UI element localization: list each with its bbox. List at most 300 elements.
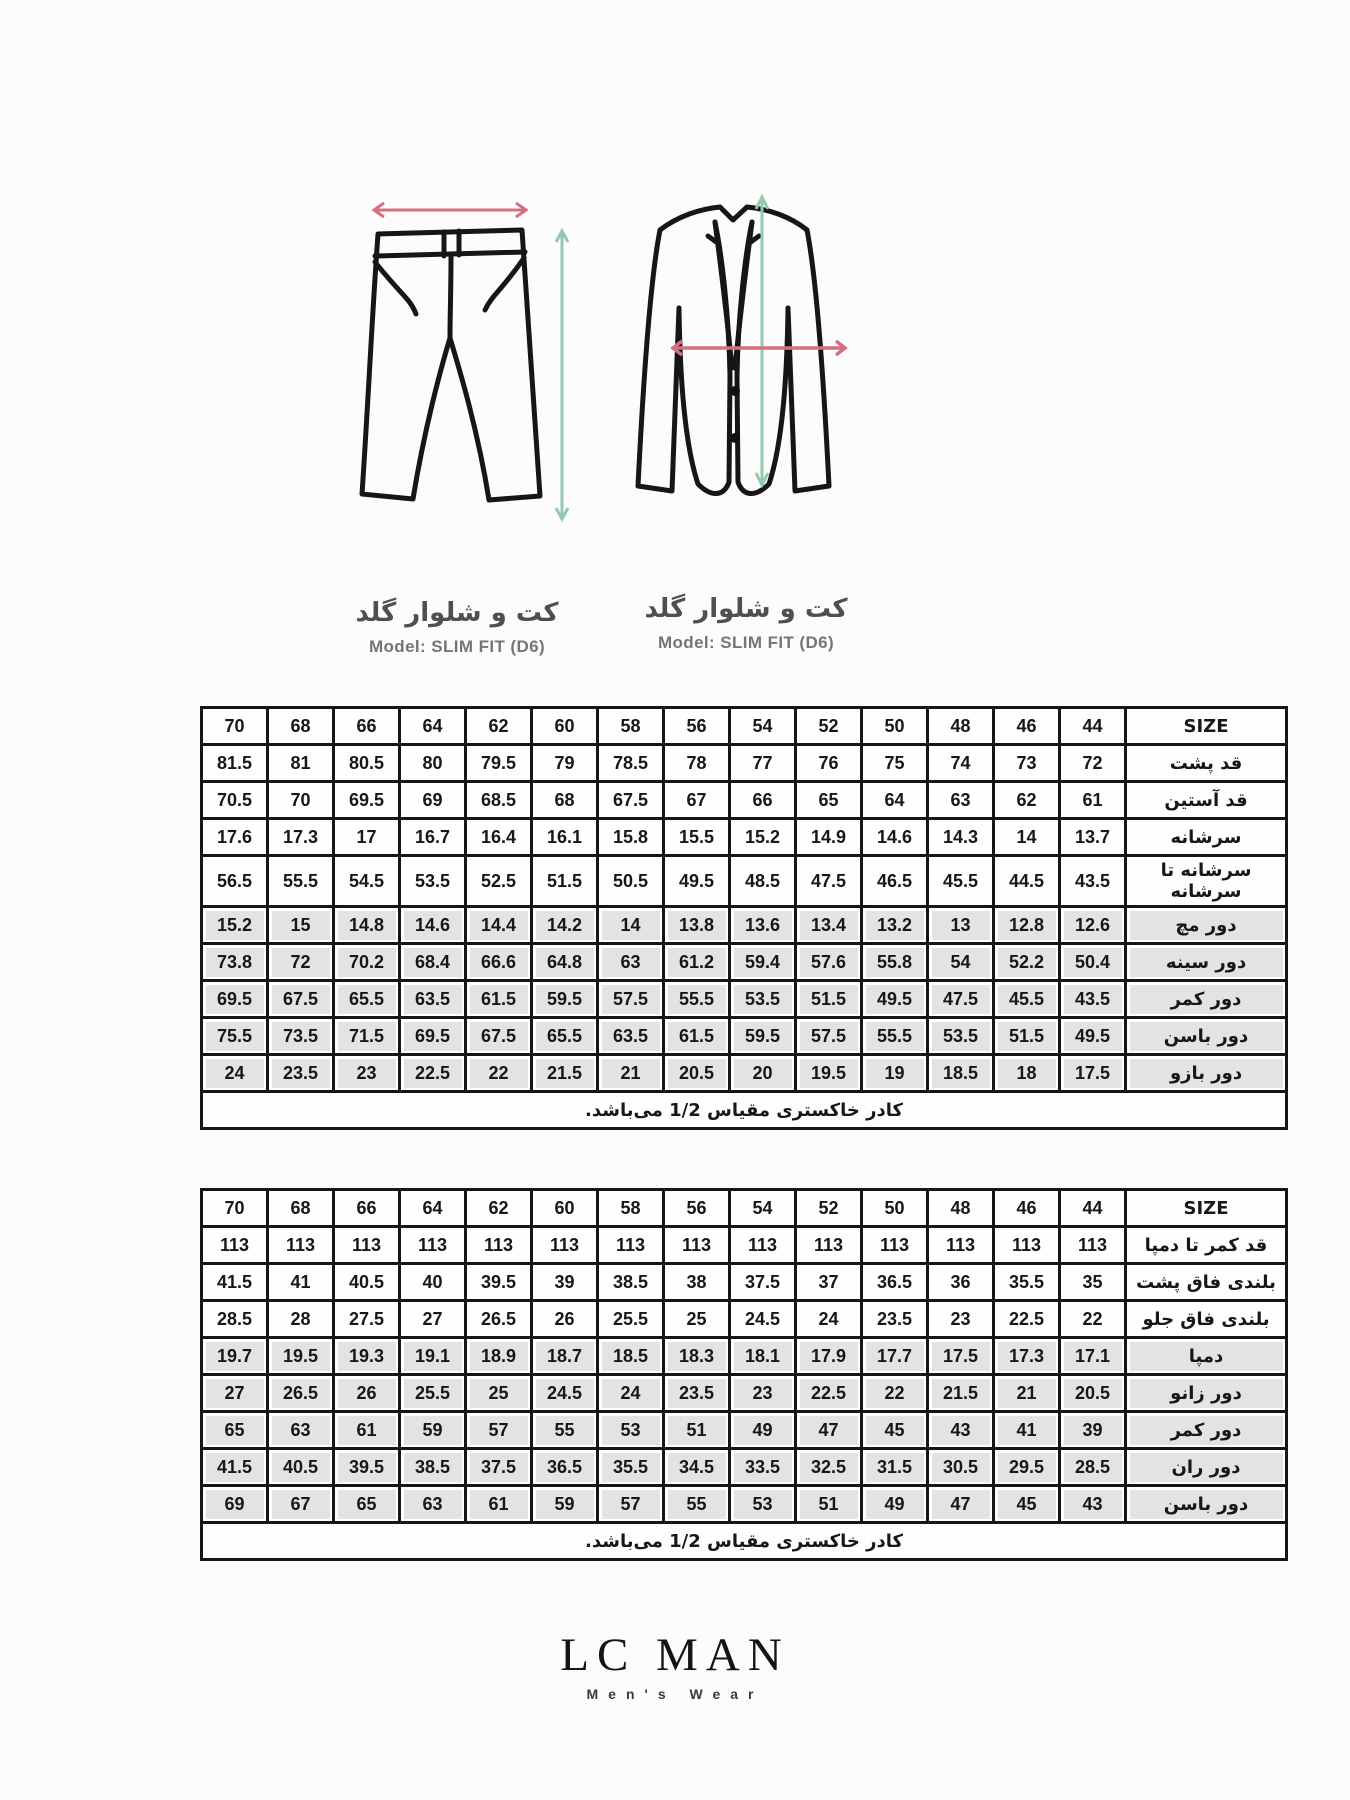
size-value-cell: 18 — [994, 1055, 1060, 1092]
size-value-cell: 61 — [1060, 782, 1126, 819]
size-value-cell: 25.5 — [400, 1375, 466, 1412]
size-value-cell: 65 — [202, 1412, 268, 1449]
size-header-cell: 70 — [202, 1190, 268, 1227]
size-value-cell: 17.1 — [1060, 1338, 1126, 1375]
size-header-cell: 52 — [796, 708, 862, 745]
size-value-cell: 24.5 — [730, 1301, 796, 1338]
size-value-cell: 39.5 — [466, 1264, 532, 1301]
size-value-cell: 54.5 — [334, 856, 400, 907]
measurement-label-cell: دور مچ — [1126, 907, 1287, 944]
size-value-cell: 78 — [664, 745, 730, 782]
size-value-cell: 36 — [928, 1264, 994, 1301]
size-value-cell: 56.5 — [202, 856, 268, 907]
measurement-label-cell: سرشانه تا سرشانه — [1126, 856, 1287, 907]
size-value-cell: 37 — [796, 1264, 862, 1301]
size-header-cell: 50 — [862, 708, 928, 745]
size-value-cell: 59 — [532, 1486, 598, 1523]
measurement-label-cell: بلندی فاق پشت — [1126, 1264, 1287, 1301]
size-value-cell: 22 — [466, 1055, 532, 1092]
size-value-cell: 45.5 — [928, 856, 994, 907]
size-value-cell: 53.5 — [928, 1018, 994, 1055]
size-value-cell: 68 — [532, 782, 598, 819]
jacket-length-arrow — [756, 197, 768, 485]
size-value-cell: 47 — [928, 1486, 994, 1523]
size-value-cell: 70.2 — [334, 944, 400, 981]
size-value-cell: 113 — [730, 1227, 796, 1264]
size-value-cell: 77 — [730, 745, 796, 782]
size-value-cell: 12.6 — [1060, 907, 1126, 944]
size-value-cell: 27.5 — [334, 1301, 400, 1338]
size-value-cell: 59.5 — [532, 981, 598, 1018]
size-value-cell: 59.4 — [730, 944, 796, 981]
scale-note: کادر خاکستری مقیاس 1/2 می‌باشد. — [202, 1523, 1287, 1560]
size-value-cell: 17.5 — [928, 1338, 994, 1375]
size-value-cell: 52.5 — [466, 856, 532, 907]
measurement-label-cell: سرشانه — [1126, 819, 1287, 856]
size-value-cell: 13 — [928, 907, 994, 944]
size-value-cell: 35.5 — [598, 1449, 664, 1486]
size-value-cell: 67 — [664, 782, 730, 819]
size-value-cell: 49.5 — [664, 856, 730, 907]
size-value-cell: 68.4 — [400, 944, 466, 981]
size-value-cell: 14.6 — [862, 819, 928, 856]
size-header-cell: 56 — [664, 708, 730, 745]
measurement-label-cell: قد پشت — [1126, 745, 1287, 782]
measurement-label-cell: دور سینه — [1126, 944, 1287, 981]
size-value-cell: 73.5 — [268, 1018, 334, 1055]
size-value-cell: 22.5 — [796, 1375, 862, 1412]
size-value-cell: 67.5 — [268, 981, 334, 1018]
size-value-cell: 35 — [1060, 1264, 1126, 1301]
size-value-cell: 44.5 — [994, 856, 1060, 907]
size-header-cell: 44 — [1060, 708, 1126, 745]
size-value-cell: 16.7 — [400, 819, 466, 856]
size-value-cell: 12.8 — [994, 907, 1060, 944]
size-value-cell: 15 — [268, 907, 334, 944]
measurement-label-cell: دور ران — [1126, 1449, 1287, 1486]
size-value-cell: 70.5 — [202, 782, 268, 819]
size-value-cell: 43.5 — [1060, 981, 1126, 1018]
size-value-cell: 45 — [862, 1412, 928, 1449]
size-value-cell: 81.5 — [202, 745, 268, 782]
size-value-cell: 26.5 — [268, 1375, 334, 1412]
measurement-label-cell: دور کمر — [1126, 981, 1287, 1018]
size-value-cell: 113 — [928, 1227, 994, 1264]
size-value-cell: 18.9 — [466, 1338, 532, 1375]
size-value-cell: 61.2 — [664, 944, 730, 981]
size-value-cell: 47.5 — [796, 856, 862, 907]
size-value-cell: 113 — [268, 1227, 334, 1264]
measurement-label-cell: دور کمر — [1126, 1412, 1287, 1449]
size-value-cell: 17.7 — [862, 1338, 928, 1375]
size-header-cell: 48 — [928, 708, 994, 745]
size-header-cell: 66 — [334, 1190, 400, 1227]
size-value-cell: 61 — [334, 1412, 400, 1449]
size-value-cell: 55.5 — [664, 981, 730, 1018]
size-header-cell: 46 — [994, 708, 1060, 745]
size-header-cell: 64 — [400, 1190, 466, 1227]
size-header-cell: 52 — [796, 1190, 862, 1227]
size-value-cell: 66 — [730, 782, 796, 819]
size-value-cell: 53 — [730, 1486, 796, 1523]
size-value-cell: 113 — [664, 1227, 730, 1264]
size-value-cell: 16.1 — [532, 819, 598, 856]
size-value-cell: 40 — [400, 1264, 466, 1301]
scale-note: کادر خاکستری مقیاس 1/2 می‌باشد. — [202, 1092, 1287, 1129]
size-header-cell: 60 — [532, 1190, 598, 1227]
size-value-cell: 14.4 — [466, 907, 532, 944]
size-value-cell: 36.5 — [862, 1264, 928, 1301]
size-value-cell: 61 — [466, 1486, 532, 1523]
size-value-cell: 23 — [730, 1375, 796, 1412]
size-value-cell: 57 — [466, 1412, 532, 1449]
size-value-cell: 69.5 — [334, 782, 400, 819]
size-value-cell: 41.5 — [202, 1449, 268, 1486]
size-value-cell: 113 — [466, 1227, 532, 1264]
size-value-cell: 45.5 — [994, 981, 1060, 1018]
size-header-cell: 54 — [730, 1190, 796, 1227]
size-value-cell: 53.5 — [400, 856, 466, 907]
size-value-cell: 62 — [994, 782, 1060, 819]
jacket-size-table — [200, 706, 1288, 1130]
size-value-cell: 72 — [1060, 745, 1126, 782]
size-value-cell: 22.5 — [994, 1301, 1060, 1338]
size-value-cell: 65.5 — [334, 981, 400, 1018]
size-value-cell: 61.5 — [466, 981, 532, 1018]
size-value-cell: 24 — [598, 1375, 664, 1412]
size-value-cell: 17.3 — [268, 819, 334, 856]
size-value-cell: 71.5 — [334, 1018, 400, 1055]
size-value-cell: 43.5 — [1060, 856, 1126, 907]
size-value-cell: 15.2 — [202, 907, 268, 944]
size-header-cell: 68 — [268, 708, 334, 745]
size-value-cell: 63.5 — [598, 1018, 664, 1055]
jacket-title: کت و شلوار گلد — [644, 594, 848, 624]
size-value-cell: 14.3 — [928, 819, 994, 856]
size-value-cell: 51 — [664, 1412, 730, 1449]
size-value-cell: 50.4 — [1060, 944, 1126, 981]
size-value-cell: 26.5 — [466, 1301, 532, 1338]
measurement-label-cell: قد آستین — [1126, 782, 1287, 819]
size-value-cell: 79.5 — [466, 745, 532, 782]
size-value-cell: 17.6 — [202, 819, 268, 856]
size-value-cell: 23.5 — [268, 1055, 334, 1092]
size-value-cell: 65 — [796, 782, 862, 819]
size-value-cell: 15.5 — [664, 819, 730, 856]
size-value-cell: 76 — [796, 745, 862, 782]
size-value-cell: 20 — [730, 1055, 796, 1092]
size-header-cell: 64 — [400, 708, 466, 745]
size-value-cell: 75 — [862, 745, 928, 782]
size-value-cell: 14 — [598, 907, 664, 944]
size-value-cell: 67.5 — [466, 1018, 532, 1055]
size-value-cell: 33.5 — [730, 1449, 796, 1486]
size-value-cell: 22.5 — [400, 1055, 466, 1092]
size-value-cell: 80 — [400, 745, 466, 782]
measurement-label-cell: قد کمر تا دمپا — [1126, 1227, 1287, 1264]
size-value-cell: 113 — [862, 1227, 928, 1264]
size-value-cell: 26 — [334, 1375, 400, 1412]
size-value-cell: 13.4 — [796, 907, 862, 944]
size-value-cell: 50.5 — [598, 856, 664, 907]
size-value-cell: 14.6 — [400, 907, 466, 944]
size-header-cell: 66 — [334, 708, 400, 745]
size-value-cell: 61.5 — [664, 1018, 730, 1055]
size-value-cell: 48.5 — [730, 856, 796, 907]
size-value-cell: 18.1 — [730, 1338, 796, 1375]
measurement-label-cell: بلندی فاق جلو — [1126, 1301, 1287, 1338]
jacket-caption — [606, 594, 886, 653]
size-value-cell: 69.5 — [202, 981, 268, 1018]
size-value-cell: 27 — [400, 1301, 466, 1338]
size-value-cell: 49 — [730, 1412, 796, 1449]
size-value-cell: 49.5 — [862, 981, 928, 1018]
jacket-diagram — [616, 186, 851, 526]
size-value-cell: 64 — [862, 782, 928, 819]
size-value-cell: 43 — [1060, 1486, 1126, 1523]
size-value-cell: 51 — [796, 1486, 862, 1523]
size-value-cell: 19.5 — [268, 1338, 334, 1375]
size-value-cell: 79 — [532, 745, 598, 782]
size-value-cell: 59.5 — [730, 1018, 796, 1055]
size-header-cell: 44 — [1060, 1190, 1126, 1227]
size-value-cell: 21.5 — [928, 1375, 994, 1412]
size-value-cell: 15.2 — [730, 819, 796, 856]
size-value-cell: 113 — [532, 1227, 598, 1264]
pants-size-table — [200, 1188, 1288, 1561]
size-value-cell: 19.3 — [334, 1338, 400, 1375]
size-value-cell: 59 — [400, 1412, 466, 1449]
size-value-cell: 70 — [268, 782, 334, 819]
size-value-cell: 36.5 — [532, 1449, 598, 1486]
size-value-cell: 23.5 — [664, 1375, 730, 1412]
size-value-cell: 14.8 — [334, 907, 400, 944]
size-value-cell: 28 — [268, 1301, 334, 1338]
size-value-cell: 63 — [268, 1412, 334, 1449]
size-value-cell: 49.5 — [1060, 1018, 1126, 1055]
size-value-cell: 55 — [532, 1412, 598, 1449]
size-value-cell: 23 — [928, 1301, 994, 1338]
size-value-cell: 47 — [796, 1412, 862, 1449]
size-value-cell: 18.5 — [598, 1338, 664, 1375]
size-value-cell: 38.5 — [400, 1449, 466, 1486]
size-value-cell: 30.5 — [928, 1449, 994, 1486]
size-value-cell: 25 — [466, 1375, 532, 1412]
size-value-cell: 23.5 — [862, 1301, 928, 1338]
size-value-cell: 43 — [928, 1412, 994, 1449]
size-value-cell: 37.5 — [466, 1449, 532, 1486]
size-value-cell: 81 — [268, 745, 334, 782]
size-value-cell: 39.5 — [334, 1449, 400, 1486]
measurement-label-cell: دمپا — [1126, 1338, 1287, 1375]
size-value-cell: 68.5 — [466, 782, 532, 819]
jacket-outline — [638, 207, 829, 494]
size-value-cell: 22 — [1060, 1301, 1126, 1338]
size-value-cell: 51.5 — [532, 856, 598, 907]
size-value-cell: 39 — [532, 1264, 598, 1301]
pants-caption — [322, 598, 592, 657]
size-value-cell: 41 — [994, 1412, 1060, 1449]
size-value-cell: 49 — [862, 1486, 928, 1523]
size-header-cell: 50 — [862, 1190, 928, 1227]
size-value-cell: 34.5 — [664, 1449, 730, 1486]
size-value-cell: 69 — [202, 1486, 268, 1523]
size-value-cell: 57 — [598, 1486, 664, 1523]
size-value-cell: 52.2 — [994, 944, 1060, 981]
size-value-cell: 22 — [862, 1375, 928, 1412]
size-value-cell: 47.5 — [928, 981, 994, 1018]
size-value-cell: 55.8 — [862, 944, 928, 981]
size-value-cell: 65 — [334, 1486, 400, 1523]
size-value-cell: 28.5 — [202, 1301, 268, 1338]
size-value-cell: 38.5 — [598, 1264, 664, 1301]
size-header-label: SIZE — [1126, 1190, 1287, 1227]
waist-width-arrow — [374, 203, 526, 217]
size-header-cell: 62 — [466, 1190, 532, 1227]
size-value-cell: 13.8 — [664, 907, 730, 944]
brand-logo-text: LC MAN — [560, 1629, 790, 1681]
brand-tagline: Men's Wear — [586, 1686, 764, 1702]
size-value-cell: 113 — [334, 1227, 400, 1264]
size-value-cell: 13.2 — [862, 907, 928, 944]
size-value-cell: 37.5 — [730, 1264, 796, 1301]
size-value-cell: 113 — [1060, 1227, 1126, 1264]
size-header-cell: 58 — [598, 1190, 664, 1227]
size-header-cell: 54 — [730, 708, 796, 745]
size-value-cell: 51.5 — [994, 1018, 1060, 1055]
size-value-cell: 13.7 — [1060, 819, 1126, 856]
measurement-label-cell: دور باسن — [1126, 1018, 1287, 1055]
pants-length-arrow — [556, 231, 568, 519]
size-value-cell: 67 — [268, 1486, 334, 1523]
size-value-cell: 20.5 — [1060, 1375, 1126, 1412]
pants-outline — [362, 230, 540, 500]
size-value-cell: 80.5 — [334, 745, 400, 782]
size-value-cell: 41.5 — [202, 1264, 268, 1301]
size-value-cell: 18.7 — [532, 1338, 598, 1375]
size-value-cell: 32.5 — [796, 1449, 862, 1486]
size-header-cell: 46 — [994, 1190, 1060, 1227]
size-value-cell: 53.5 — [730, 981, 796, 1018]
size-value-cell: 75.5 — [202, 1018, 268, 1055]
size-value-cell: 55 — [664, 1486, 730, 1523]
size-value-cell: 29.5 — [994, 1449, 1060, 1486]
size-header-cell: 60 — [532, 708, 598, 745]
size-value-cell: 63 — [928, 782, 994, 819]
size-value-cell: 15.8 — [598, 819, 664, 856]
size-header-cell: 70 — [202, 708, 268, 745]
size-value-cell: 20.5 — [664, 1055, 730, 1092]
size-value-cell: 73 — [994, 745, 1060, 782]
size-header-cell: 48 — [928, 1190, 994, 1227]
size-value-cell: 17 — [334, 819, 400, 856]
size-value-cell: 17.5 — [1060, 1055, 1126, 1092]
size-value-cell: 25.5 — [598, 1301, 664, 1338]
size-value-cell: 24.5 — [532, 1375, 598, 1412]
size-value-cell: 21.5 — [532, 1055, 598, 1092]
measurement-label-cell: دور زانو — [1126, 1375, 1287, 1412]
brand-logo — [0, 1628, 1350, 1702]
measurement-label-cell: دور بازو — [1126, 1055, 1287, 1092]
jacket-model-label: Model: SLIM FIT (D6) — [657, 633, 835, 652]
size-value-cell: 41 — [268, 1264, 334, 1301]
size-value-cell: 113 — [202, 1227, 268, 1264]
size-value-cell: 74 — [928, 745, 994, 782]
size-value-cell: 73.8 — [202, 944, 268, 981]
size-value-cell: 18.5 — [928, 1055, 994, 1092]
pants-diagram — [352, 196, 577, 531]
size-value-cell: 55.5 — [268, 856, 334, 907]
size-value-cell: 113 — [994, 1227, 1060, 1264]
size-value-cell: 26 — [532, 1301, 598, 1338]
size-value-cell: 19.7 — [202, 1338, 268, 1375]
size-value-cell: 21 — [994, 1375, 1060, 1412]
size-value-cell: 19.1 — [400, 1338, 466, 1375]
size-value-cell: 57.6 — [796, 944, 862, 981]
size-header-cell: 56 — [664, 1190, 730, 1227]
size-value-cell: 69 — [400, 782, 466, 819]
pants-model-label: Model: SLIM FIT (D6) — [368, 637, 546, 656]
size-value-cell: 51.5 — [796, 981, 862, 1018]
size-value-cell: 45 — [994, 1486, 1060, 1523]
size-value-cell: 31.5 — [862, 1449, 928, 1486]
pants-size-table — [200, 1188, 1288, 1561]
size-value-cell: 35.5 — [994, 1264, 1060, 1301]
size-value-cell: 38 — [664, 1264, 730, 1301]
size-value-cell: 14.9 — [796, 819, 862, 856]
size-value-cell: 16.4 — [466, 819, 532, 856]
size-value-cell: 64.8 — [532, 944, 598, 981]
size-header-cell: 58 — [598, 708, 664, 745]
size-value-cell: 55.5 — [862, 1018, 928, 1055]
size-value-cell: 40.5 — [268, 1449, 334, 1486]
size-value-cell: 23 — [334, 1055, 400, 1092]
size-value-cell: 14.2 — [532, 907, 598, 944]
jacket-size-table — [200, 706, 1288, 1130]
size-value-cell: 24 — [796, 1301, 862, 1338]
size-value-cell: 53 — [598, 1412, 664, 1449]
size-value-cell: 25 — [664, 1301, 730, 1338]
size-value-cell: 63.5 — [400, 981, 466, 1018]
size-value-cell: 39 — [1060, 1412, 1126, 1449]
size-header-cell: 68 — [268, 1190, 334, 1227]
size-value-cell: 17.9 — [796, 1338, 862, 1375]
size-header-cell: 62 — [466, 708, 532, 745]
size-value-cell: 19.5 — [796, 1055, 862, 1092]
size-value-cell: 14 — [994, 819, 1060, 856]
size-value-cell: 24 — [202, 1055, 268, 1092]
size-value-cell: 18.3 — [664, 1338, 730, 1375]
size-value-cell: 113 — [796, 1227, 862, 1264]
size-header-label: SIZE — [1126, 708, 1287, 745]
size-value-cell: 28.5 — [1060, 1449, 1126, 1486]
pants-title: کت و شلوار گلد — [355, 598, 559, 628]
size-value-cell: 72 — [268, 944, 334, 981]
size-value-cell: 63 — [598, 944, 664, 981]
size-value-cell: 27 — [202, 1375, 268, 1412]
measurement-label-cell: دور باسن — [1126, 1486, 1287, 1523]
size-value-cell: 67.5 — [598, 782, 664, 819]
size-value-cell: 113 — [598, 1227, 664, 1264]
size-value-cell: 54 — [928, 944, 994, 981]
size-value-cell: 57.5 — [598, 981, 664, 1018]
size-value-cell: 46.5 — [862, 856, 928, 907]
size-value-cell: 40.5 — [334, 1264, 400, 1301]
size-value-cell: 65.5 — [532, 1018, 598, 1055]
size-value-cell: 19 — [862, 1055, 928, 1092]
size-value-cell: 78.5 — [598, 745, 664, 782]
size-value-cell: 66.6 — [466, 944, 532, 981]
